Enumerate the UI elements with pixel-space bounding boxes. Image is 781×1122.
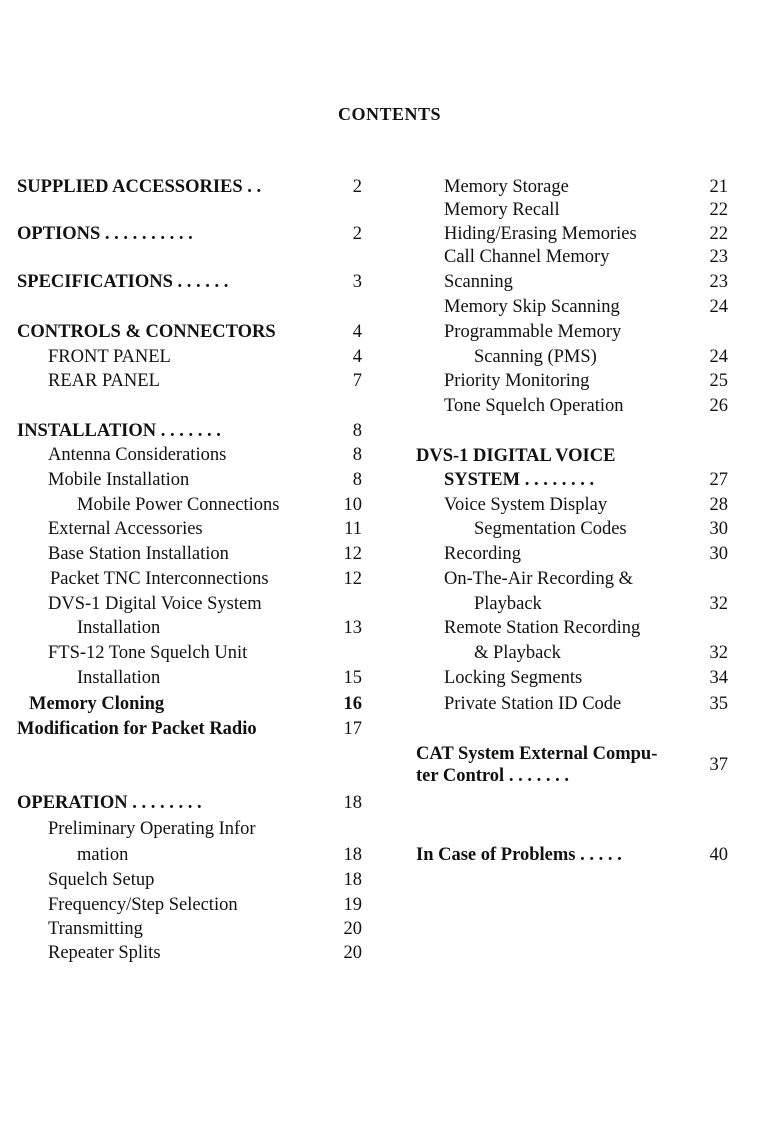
- toc-entry-label: Memory Recall: [444, 200, 560, 220]
- toc-entry: [48, 918, 143, 940]
- toc-entry: [474, 593, 542, 615]
- toc-entry: [17, 321, 276, 343]
- toc-entry: [444, 494, 607, 516]
- toc-entry: [48, 894, 238, 916]
- toc-page-number: 15: [343, 668, 362, 688]
- toc-page-number: 4: [352, 322, 362, 342]
- toc-entry: [444, 568, 633, 590]
- toc-entry: [48, 593, 262, 615]
- toc-entry: [17, 271, 228, 293]
- toc-page-number: 22: [709, 224, 728, 244]
- toc-entry: [77, 494, 279, 516]
- toc-entry: [444, 223, 637, 245]
- toc-page-number: 24: [709, 297, 728, 317]
- toc-entry-label: FTS-12 Tone Squelch Unit: [48, 643, 248, 663]
- toc-entry-label: Installation: [77, 668, 161, 688]
- toc-entry: [444, 176, 569, 198]
- toc-entry-label: INSTALLATION . . . . . . .: [17, 421, 221, 441]
- toc-entry-label: DVS-1 Digital Voice System: [48, 594, 262, 614]
- toc-entry-label: SYSTEM . . . . . . . .: [444, 470, 595, 490]
- toc-page-number: 24: [709, 347, 728, 367]
- toc-entry: [77, 617, 160, 639]
- toc-page-number: 22: [709, 200, 728, 220]
- toc-entry: [444, 199, 560, 221]
- toc-page-number: 30: [709, 544, 728, 564]
- toc-page-number: 35: [709, 694, 728, 714]
- toc-entry-label: mation: [77, 845, 129, 865]
- toc-entry: [416, 445, 615, 467]
- toc-entry: [444, 617, 640, 639]
- toc-entry: [48, 869, 154, 891]
- toc-page-number: 37: [709, 755, 728, 775]
- toc-entry-label: Private Station ID Code: [444, 694, 622, 714]
- toc-entry-label: Installation: [77, 618, 161, 638]
- toc-entry-label: Remote Station Recording: [444, 618, 641, 638]
- toc-page-number: 3: [352, 272, 362, 292]
- toc-entry: [48, 642, 247, 664]
- toc-entry-label: Tone Squelch Operation: [444, 396, 624, 416]
- toc-entry: [474, 518, 627, 540]
- toc-page-number: 8: [352, 445, 362, 465]
- toc-entry-label: Memory Storage: [444, 177, 569, 197]
- toc-entry: [17, 176, 261, 198]
- toc-page-number: 30: [709, 519, 728, 539]
- toc-entry: [48, 444, 226, 466]
- toc-entry-label: FRONT PANEL: [48, 347, 171, 367]
- toc-entry: [48, 518, 203, 540]
- toc-page-number: 20: [343, 943, 362, 963]
- toc-entry: [48, 370, 160, 392]
- toc-page-number: 32: [709, 643, 728, 663]
- toc-entry: [444, 469, 594, 491]
- toc-entry: [474, 346, 597, 368]
- toc-entry-label: Voice System Display: [444, 495, 608, 515]
- toc-entry: [444, 395, 624, 417]
- toc-entry-label: CAT System External Compu-: [416, 744, 658, 764]
- toc-entry: [444, 667, 582, 689]
- toc-entry: [416, 743, 657, 765]
- toc-entry-label: Mobile Installation: [48, 470, 190, 490]
- toc-entry-label: OPERATION . . . . . . . .: [17, 793, 202, 813]
- toc-entry-label: Preliminary Operating Infor: [48, 819, 256, 839]
- toc-entry: [444, 321, 621, 343]
- toc-page-number: 4: [352, 347, 362, 367]
- toc-entry: [48, 469, 189, 491]
- toc-entry-label: Programmable Memory: [444, 322, 622, 342]
- toc-page-number: 8: [352, 470, 362, 490]
- toc-entry: [29, 693, 164, 715]
- toc-entry-label: Base Station Installation: [48, 544, 229, 564]
- toc-entry: [48, 942, 161, 964]
- toc-page-number: 25: [709, 371, 728, 391]
- toc-entry-label: CONTROLS & CONNECTORS: [17, 322, 276, 342]
- toc-entry-label: Scanning (PMS): [474, 347, 597, 367]
- toc-page-number: 8: [352, 421, 362, 441]
- toc-page-number: 23: [709, 247, 728, 267]
- toc-entry: [77, 667, 160, 689]
- toc-page-number: 16: [343, 694, 362, 714]
- toc-entry-label: REAR PANEL: [48, 371, 160, 391]
- toc-entry-label: External Accessories: [48, 519, 203, 539]
- toc-page-number: 7: [352, 371, 362, 391]
- toc-page-number: 26: [709, 396, 728, 416]
- toc-page-number: 17: [343, 719, 362, 739]
- toc-entry-label: Squelch Setup: [48, 870, 155, 890]
- toc-page-number: 2: [352, 177, 362, 197]
- toc-page-number: 32: [709, 594, 728, 614]
- toc-entry-label: DVS-1 DIGITAL VOICE: [416, 446, 616, 466]
- page-title: CONTENTS: [337, 104, 442, 124]
- toc-entry-label: Playback: [474, 594, 542, 614]
- toc-entry-label: Hiding/Erasing Memories: [444, 224, 637, 244]
- toc-entry-label: OPTIONS . . . . . . . . . .: [17, 224, 193, 244]
- toc-entry: [444, 370, 589, 392]
- toc-page-number: 11: [344, 519, 362, 539]
- toc-entry: [17, 223, 193, 245]
- toc-entry-label: Recording: [444, 544, 522, 564]
- toc-entry: [416, 765, 569, 787]
- toc-page-number: 21: [709, 177, 728, 197]
- toc-entry-label: Modification for Packet Radio: [17, 719, 257, 739]
- toc-entry: [50, 568, 269, 590]
- toc-entry-label: Priority Monitoring: [444, 371, 590, 391]
- toc-entry: [77, 844, 128, 866]
- toc-entry: [444, 246, 609, 268]
- toc-page-number: 27: [709, 470, 728, 490]
- toc-entry: [444, 543, 521, 565]
- toc-page-number: 18: [343, 845, 362, 865]
- toc-entry-label: & Playback: [474, 643, 561, 663]
- toc-entry: [17, 792, 202, 814]
- toc-entry-label: In Case of Problems . . . . .: [416, 845, 622, 865]
- toc-entry-label: Transmitting: [48, 919, 143, 939]
- toc-page-number: 23: [709, 272, 728, 292]
- toc-entry-label: Repeater Splits: [48, 943, 161, 963]
- toc-entry: [48, 543, 229, 565]
- toc-entry-label: Memory Skip Scanning: [444, 297, 620, 317]
- toc-entry-label: Locking Segments: [444, 668, 583, 688]
- toc-page-number: 13: [343, 618, 362, 638]
- toc-entry-label: SUPPLIED ACCESSORIES . .: [17, 177, 262, 197]
- toc-entry-label: SPECIFICATIONS . . . . . .: [17, 272, 229, 292]
- toc-entry: [17, 420, 221, 442]
- toc-page-number: 18: [343, 793, 362, 813]
- toc-entry: [48, 818, 256, 840]
- toc-entry: [416, 844, 622, 866]
- toc-page-number: 10: [343, 495, 362, 515]
- toc-entry-label: ter Control . . . . . . .: [416, 766, 569, 786]
- toc-page-number: 20: [343, 919, 362, 939]
- toc-page-number: 34: [709, 668, 728, 688]
- toc-entry-label: Call Channel Memory: [444, 247, 610, 267]
- toc-page-number: 40: [709, 845, 728, 865]
- toc-entry-label: Segmentation Codes: [474, 519, 627, 539]
- toc-entry-label: Frequency/Step Selection: [48, 895, 238, 915]
- toc-entry-label: Memory Cloning: [29, 694, 165, 714]
- toc-page-number: 2: [352, 224, 362, 244]
- toc-page-number: 12: [343, 544, 362, 564]
- toc-entry: [474, 642, 561, 664]
- toc-page-number: 12: [343, 569, 362, 589]
- toc-entry: [444, 693, 621, 715]
- toc-page-number: 19: [343, 895, 362, 915]
- toc-entry-label: Antenna Considerations: [48, 445, 227, 465]
- toc-entry: [17, 718, 257, 740]
- toc-entry: [444, 296, 620, 318]
- toc-page-number: 18: [343, 870, 362, 890]
- toc-entry-label: Mobile Power Connections: [77, 495, 280, 515]
- toc-entry: [48, 346, 171, 368]
- toc-entry-label: On-The-Air Recording &: [444, 569, 634, 589]
- toc-page-number: 28: [709, 495, 728, 515]
- toc-entry: [444, 271, 513, 293]
- toc-entry-label: Scanning: [444, 272, 513, 292]
- toc-entry-label: Packet TNC Interconnections: [50, 569, 269, 589]
